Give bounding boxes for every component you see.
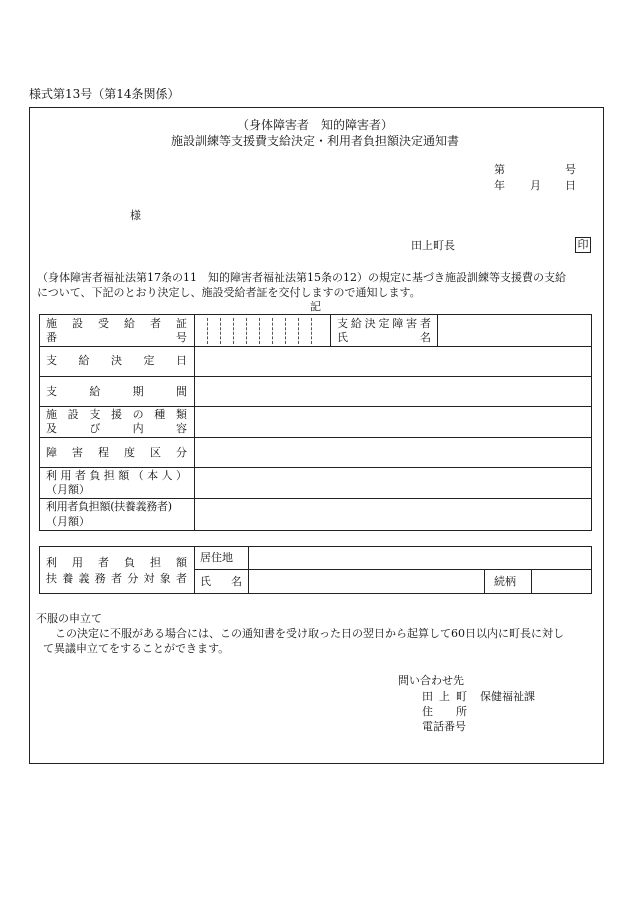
label-period: 支 給 期 間: [46, 385, 187, 398]
label-residence: 居住地: [200, 551, 233, 564]
contact-dept: 保健福祉課: [480, 690, 535, 703]
label-burden-amount: 利 用 者 負 担 額: [46, 556, 187, 569]
number-dai: 第: [494, 163, 505, 176]
form-number: 様式第13号（第14条関係）: [29, 87, 180, 101]
ki-marker: 記: [310, 300, 321, 313]
label-support-type: 施 設 支 援 の 種 類: [46, 408, 187, 421]
label-person-name: 氏 名: [337, 331, 431, 344]
date-year: 年: [494, 179, 505, 192]
label-support-content: 及 び 内 容: [46, 422, 187, 435]
document-frame: [29, 107, 604, 764]
label-supporter-burden: 利用者負担額(扶養義務者): [46, 500, 172, 513]
contact-phone-label: 電話番号: [422, 720, 466, 733]
contact-heading: 問い合わせ先: [398, 674, 464, 687]
title-line-2: 施設訓練等支援費支給決定・利用者負担額決定通知書: [170, 134, 459, 148]
contact-org: 田 上 町: [422, 690, 467, 703]
date-month: 月: [530, 179, 541, 192]
label-certificate: 施 設 受 給 者 証: [46, 317, 187, 330]
label-user-burden-monthly: （月額）: [46, 483, 90, 496]
objection-line-2: て異議申立てをすることができます。: [43, 642, 230, 655]
objection-heading: 不服の申立て: [36, 612, 102, 625]
number-go: 号: [565, 163, 576, 176]
label-relationship: 続柄: [494, 575, 516, 588]
title-line-1: （身体障害者 知的障害者）: [236, 118, 393, 132]
label-supporter-burden-monthly: （月額）: [46, 515, 90, 528]
label-user-burden: 利 用 者 負 担 額 （ 本 人 ）: [46, 469, 187, 482]
date-day: 日: [565, 179, 576, 192]
issuer-name: 田上町長: [411, 239, 455, 252]
label-number: 番 号: [46, 331, 187, 344]
label-supporter-target: 扶 養 義 務 者 分 対 象 者: [46, 572, 187, 585]
label-decision-date: 支 給 決 定 日: [46, 354, 187, 367]
label-decided-person: 支 給 決 定 障 害 者: [337, 317, 431, 330]
intro-line-2: について、下記のとおり決定し、施設受給者証を交付しますので通知します。: [37, 286, 421, 299]
label-disability-class: 障 害 程 度 区 分: [46, 446, 187, 459]
intro-line-1: （身体障害者福祉法第17条の11 知的障害者福祉法第15条の12）の規定に基づき施設訓練等支援費の支給: [37, 271, 566, 284]
contact-address-label: 住 所: [422, 705, 467, 718]
label-name: 氏 名: [200, 575, 242, 588]
seal-stamp: 印: [575, 237, 591, 253]
addressee-sama: 様: [130, 209, 141, 222]
objection-line-1: この決定に不服がある場合には、この通知書を受け取った日の翌日から起算して60日以内に町長に対し: [55, 627, 564, 640]
